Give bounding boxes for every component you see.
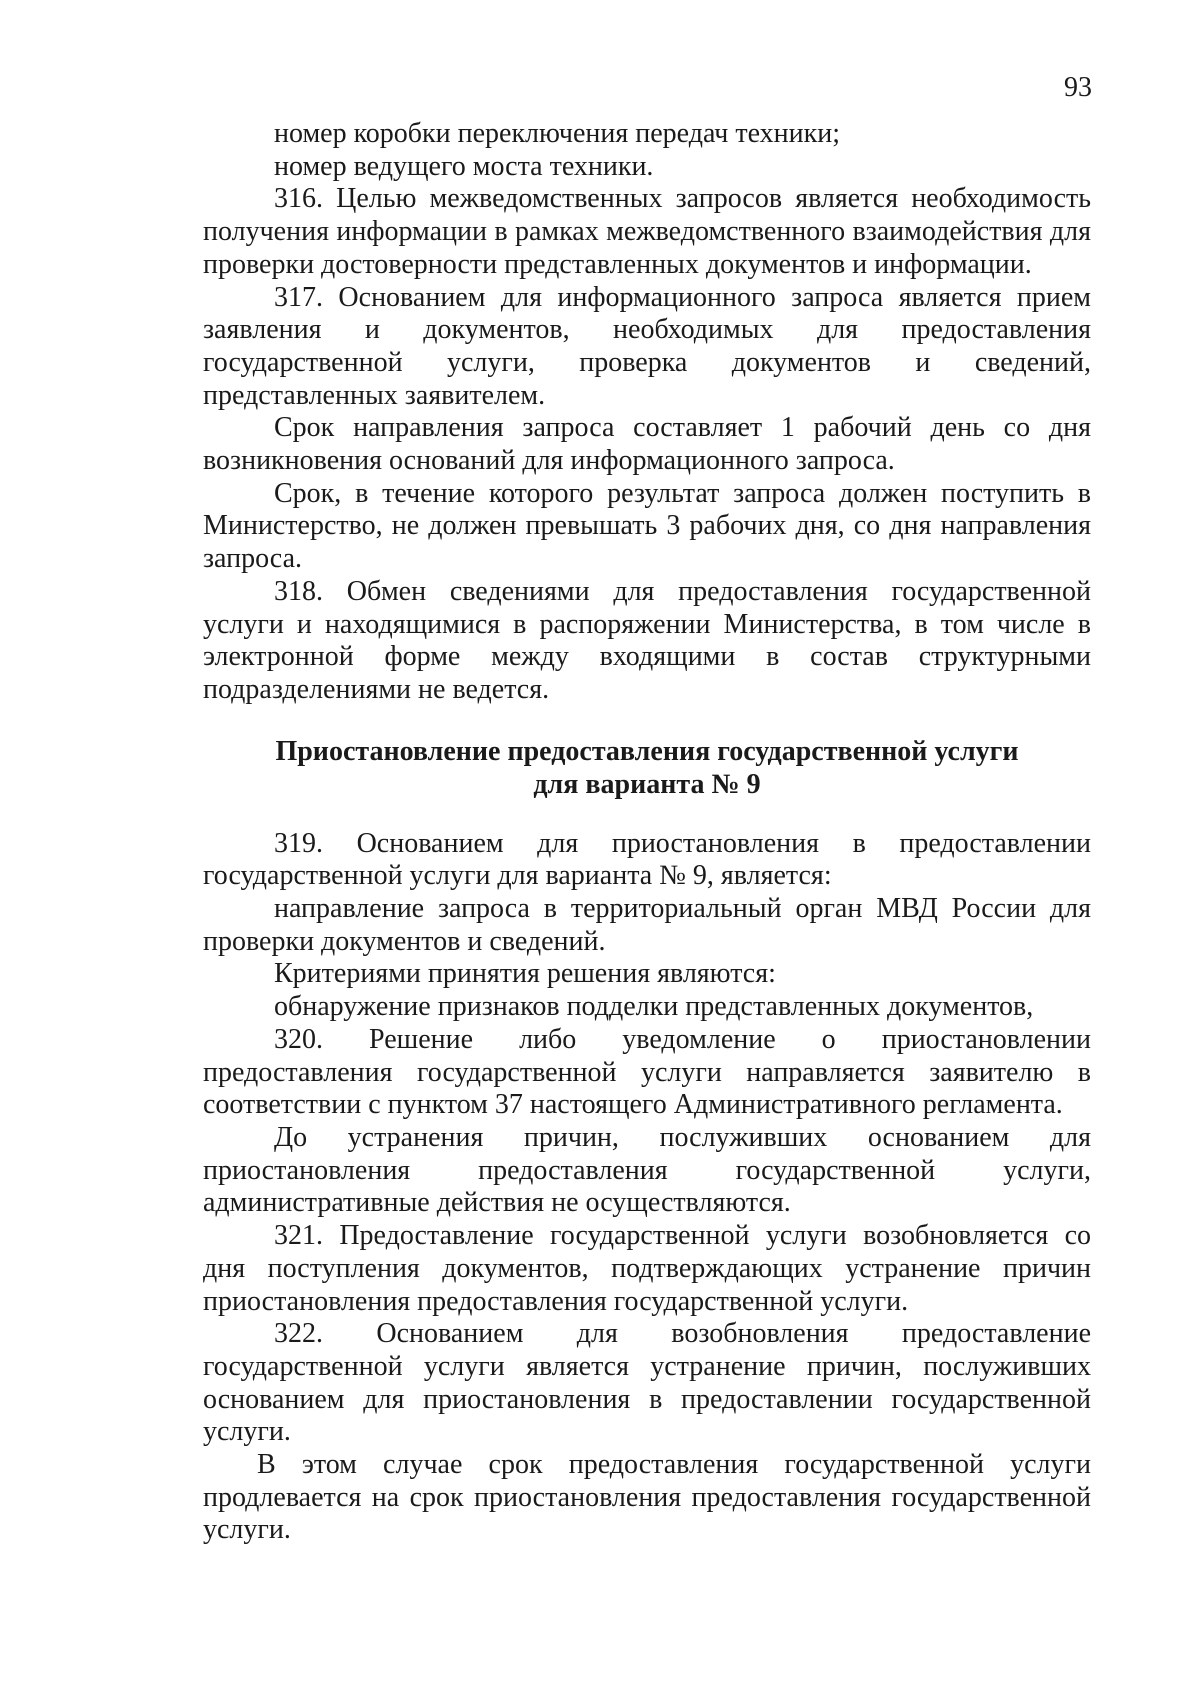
paragraph: Срок направления запроса составляет 1 рабочий день со дня возникновения оснований для информационного запроса. bbox=[203, 412, 1091, 477]
section-heading-line: для варианта № 9 bbox=[533, 768, 761, 800]
paragraph-320: 320. Решение либо уведомление о приостановлении предоставления государственной услуги направляется заявителю в соответствии с пунктом 37 настоящего Административного регламента. bbox=[203, 1023, 1091, 1121]
paragraph: номер коробки переключения передач техники; bbox=[274, 118, 840, 149]
paragraph: В этом случае срок предоставления государственной услуги продлевается на срок приостановления предоставления государственной услуги. bbox=[203, 1449, 1091, 1546]
paragraph: До устранения причин, послуживших основанием для приостановления предоставления государственной услуги, административные действия не осуществляются. bbox=[203, 1121, 1091, 1219]
section-heading bbox=[203, 735, 1091, 801]
paragraph-321: 321. Предоставление государственной услуги возобновляется со дня поступления документов, подтверждающих устранение причин приостановления предоставления государственной услуги. bbox=[203, 1220, 1091, 1317]
paragraph: номер ведущего моста техники. bbox=[274, 150, 654, 182]
paragraph-318: 318. Обмен сведениями для предоставления государственной услуги и находящимися в распоряжении Министерства, в том числе в электронной форме между входящими в состав структурными подразделениями не ведется. bbox=[203, 575, 1091, 705]
paragraph-317: 317. Основанием для информационного запроса является прием заявления и документов, необходимых для предоставления государственной услуги, проверка документов и сведений, представленных заявителем. bbox=[203, 281, 1091, 411]
paragraph: Критериями принятия решения являются: bbox=[274, 958, 776, 990]
page-number: 93 bbox=[1064, 72, 1092, 103]
paragraph: Срок, в течение которого результат запроса должен поступить в Министерство, не должен превышать 3 рабочих дня, со дня направления запроса. bbox=[203, 477, 1091, 575]
paragraph: направление запроса в территориальный орган МВД России для проверки документов и сведений. bbox=[203, 893, 1091, 957]
section-heading-line: Приостановление предоставления государственной услуги bbox=[275, 735, 1019, 767]
document-body bbox=[203, 118, 1091, 1547]
paragraph-322: 322. Основанием для возобновления предоставление государственной услуги является устранение причин, послуживших основанием для приостановления в предоставлении государственной услуги. bbox=[203, 1318, 1091, 1448]
paragraph-316: 316. Целью межведомственных запросов является необходимость получения информации в рамках межведомственного взаимодействия для проверки достоверности представленных документов и информации. bbox=[203, 183, 1091, 280]
paragraph: обнаружение признаков подделки представленных документов, bbox=[274, 991, 1034, 1023]
paragraph-319: 319. Основанием для приостановления в предоставлении государственной услуги для варианта № 9, является: bbox=[203, 827, 1091, 892]
